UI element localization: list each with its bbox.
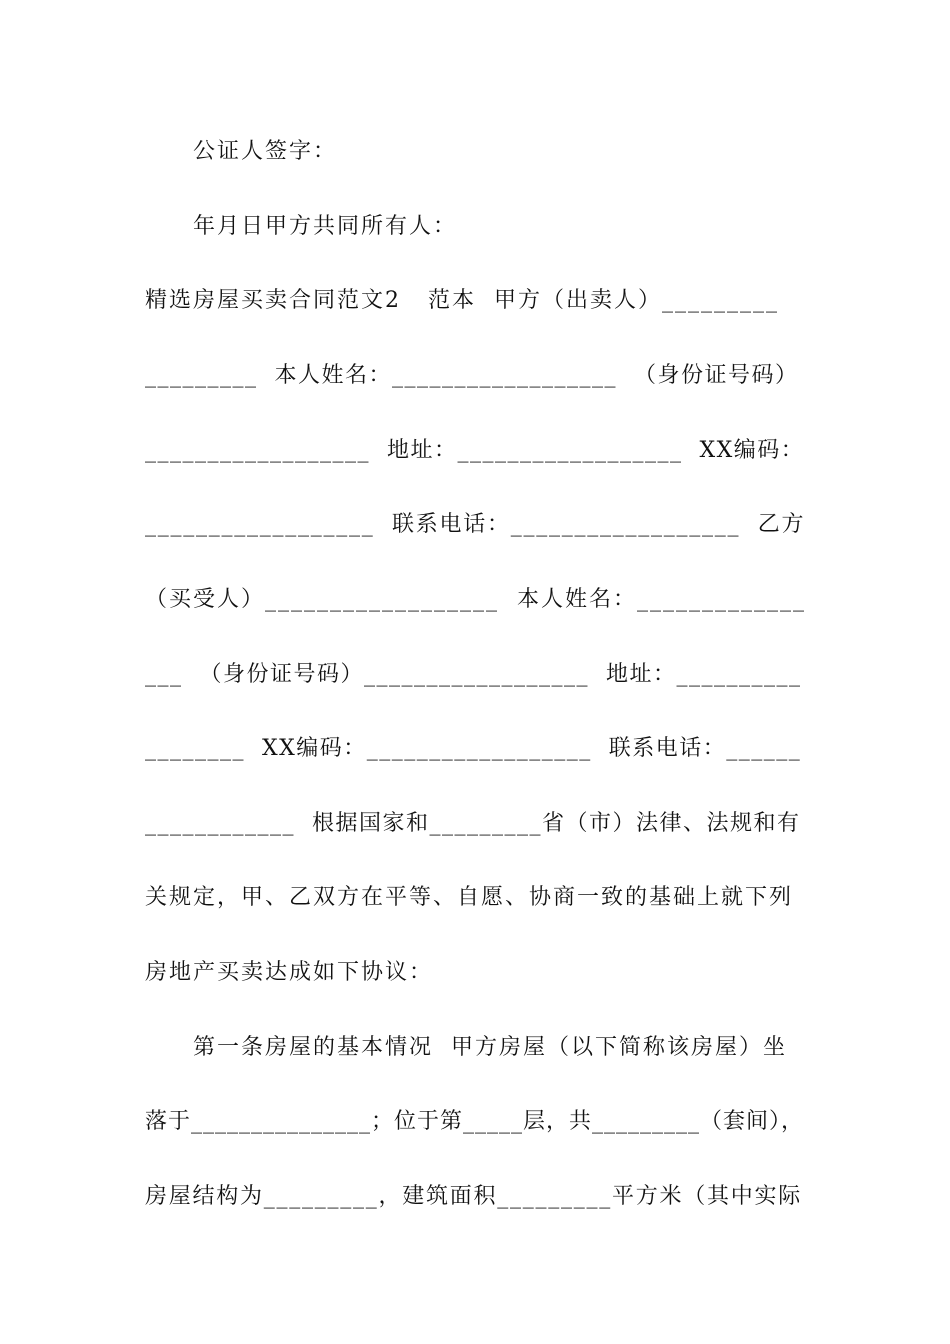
text-line: ____________ 根据国家和_________省（市）法律、法规和有: [145, 811, 801, 836]
text-line: ___ （身份证号码）__________________ 地址：__________: [145, 662, 802, 687]
notary-signature-line: 公证人签字：: [193, 139, 338, 164]
text-line: __________________ 联系电话：__________________ 乙方: [145, 512, 806, 537]
article-one-heading-line: 第一条房屋的基本情况 甲方房屋（以下简称该房屋）坐: [193, 1035, 787, 1060]
text-line: _________ 本人姓名：__________________ （身份证号码）: [145, 363, 799, 388]
text-line: （买受人）__________________ 本人姓名：_____________: [145, 587, 806, 612]
text-line: ________ XX编码：__________________ 联系电话：______: [145, 736, 802, 761]
text-line: 房地产买卖达成如下协议：: [145, 960, 434, 985]
contract-title-line: 精选房屋买卖合同范文2 范本 甲方（出卖人）_________: [145, 288, 779, 313]
date-co-owner-line: 年月日甲方共同所有人：: [193, 214, 458, 239]
text-line: 落于_______________；位于第_____层，共_________（套间），: [145, 1109, 805, 1134]
text-line: 关规定，甲、乙双方在平等、自愿、协商一致的基础上就下列: [145, 885, 794, 910]
text-line: __________________ 地址：__________________ XX编码：: [145, 438, 805, 463]
text-line: 房屋结构为_________，建筑面积_________平方米（其中实际: [145, 1184, 803, 1209]
